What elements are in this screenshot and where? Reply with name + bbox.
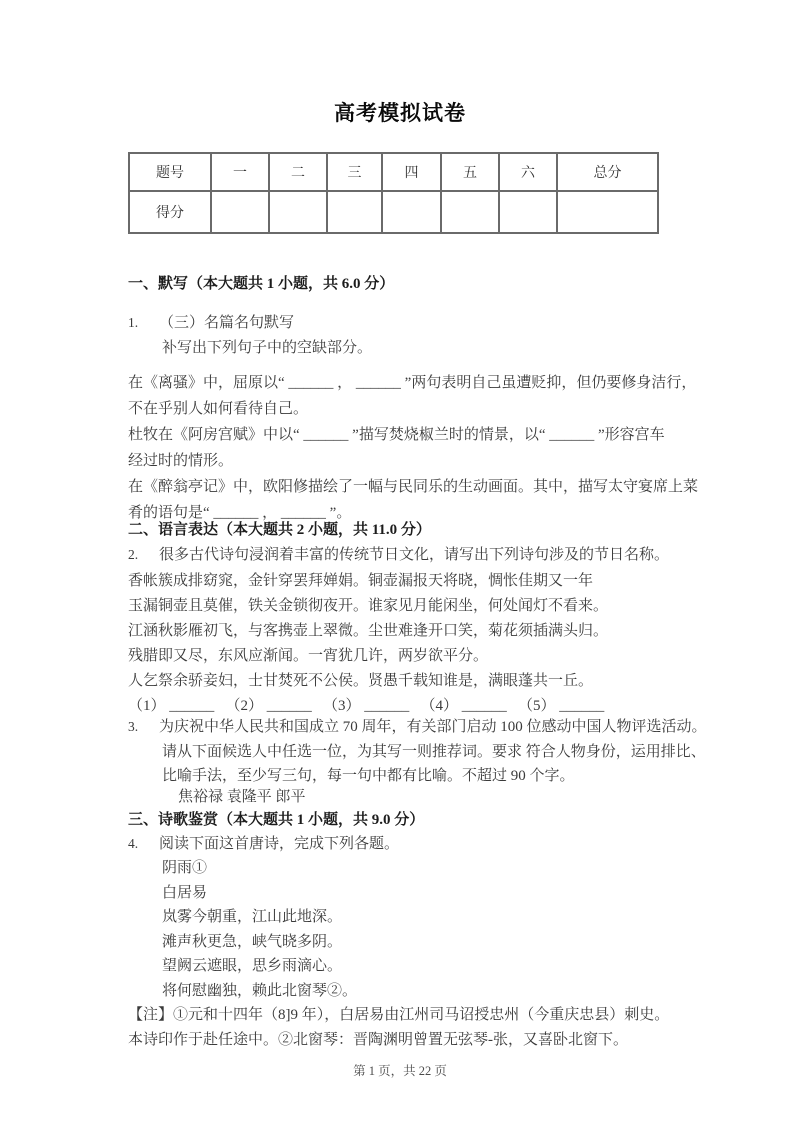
question-2-number: 2. xyxy=(128,547,139,562)
question-1 xyxy=(128,312,672,334)
exam-text-line: 杜牧在《阿房宫赋》中以“ ______ ”描写焚烧椒兰时的情景，以“ ______ ”形容宫车 xyxy=(128,427,665,443)
exam-text-line: 在《醉翁亭记》中，欧阳修描绘了一幅与民同乐的生动画面。其中，描写太守宴席上菜 xyxy=(128,479,699,495)
score-table-header-cell: 六 xyxy=(499,153,557,191)
poem-quote-line: 玉漏铜壶且莫催，铁关金锁彻夜开。谁家见月能闲坐，何处闻灯不看来。 xyxy=(128,598,609,614)
poem-line: 将何慰幽独，赖此北窗琴②。 xyxy=(162,982,358,999)
score-cell xyxy=(441,191,499,233)
score-table-header-cell: 总分 xyxy=(557,153,658,191)
score-table-header-cell: 四 xyxy=(382,153,441,191)
question-1-body xyxy=(128,370,699,526)
score-table-header-cell: 三 xyxy=(327,153,382,191)
question-2-body xyxy=(128,569,672,719)
score-row-label: 得分 xyxy=(129,191,211,233)
question-2-title: 很多古代诗句浸润着丰富的传统节日文化，请写出下列诗句涉及的节日名称。 xyxy=(159,547,670,563)
poem-quote-line: 江涵秋影雁初飞，与客携壶上翠微。尘世难逢开口笑，菊花须插满头归。 xyxy=(128,623,609,639)
score-cell xyxy=(382,191,441,233)
page-title: 高考模拟试卷 xyxy=(334,101,466,125)
poem xyxy=(162,856,672,1003)
score-cell xyxy=(557,191,658,233)
poem-quote-line: 残腊即又尽，东风应渐闻。一宵犹几许，两岁欲平分。 xyxy=(128,648,489,664)
poem-line: 滩声秋更急，峡气晓多阴。 xyxy=(162,933,343,950)
question-3-body xyxy=(162,740,706,788)
score-table-header-cell: 二 xyxy=(269,153,327,191)
poem-author: 白居易 xyxy=(162,884,208,901)
question-4-title: 阅读下面这首唐诗，完成下列各题。 xyxy=(159,836,400,852)
score-table-header-row xyxy=(129,153,658,191)
poem-quote-line: 香帐簇成排窈窕，金针穿罢拜婵娟。铜壶漏报天将晓，惆怅佳期又一年 xyxy=(128,573,594,589)
exam-text-line: 请从下面候选人中任选一位，为其写一则推荐词。要求 符合人物身份，运用排比、 xyxy=(162,744,706,760)
score-table xyxy=(128,152,659,234)
question-4 xyxy=(128,833,672,855)
question-3 xyxy=(128,716,707,738)
question-3-number: 3. xyxy=(128,719,139,734)
answer-blanks-line: （1） ______ （2） ______ （3） ______ （4） ______ （5） ______ xyxy=(128,698,605,714)
page-footer: 第 1 页，共 22 页 xyxy=(353,1064,447,1078)
question-1-title: （三）名篇名句默写 xyxy=(159,315,295,331)
section-3-heading: 三、诗歌鉴赏（本大题共 1 小题，共 9.0 分） xyxy=(128,812,425,828)
exam-text-line: 肴的语句是“ ______ ， ______ ”。 xyxy=(128,505,352,521)
score-table-score-row xyxy=(129,191,658,233)
section-2-heading: 二、语言表达（本大题共 2 小题，共 11.0 分） xyxy=(128,522,431,538)
poem-quote-line: 人乞祭余骄妾妇，士甘焚死不公侯。贤愚千载知谁是，满眼蓬共一丘。 xyxy=(128,673,594,689)
score-table-header-cell: 一 xyxy=(211,153,269,191)
note-line: 【注】①元和十四年（8]9 年），白居易由江州司马诏授忠州（今重庆忠县）刺史。 xyxy=(128,1007,670,1023)
poem-line: 望阙云遮眼，思乡雨滴心。 xyxy=(162,958,343,974)
question-4-number: 4. xyxy=(128,836,139,851)
score-cell xyxy=(499,191,557,233)
question-2 xyxy=(128,544,672,566)
exam-text-line: 在《离骚》中，屈原以“ ______ ， ______ ”两句表明自己虽遭贬抑，但仍要修身洁行， xyxy=(128,375,697,391)
section-1-heading: 一、默写（本大题共 1 小题，共 6.0 分） xyxy=(128,276,395,292)
score-table-header-cell: 五 xyxy=(441,153,499,191)
exam-text-line: 比喻手法，至少写三句，每一句中都有比喻。不超过 90 个字。 xyxy=(162,768,575,784)
poem-line: 岚雾今朝重，江山此地深。 xyxy=(162,909,343,925)
exam-text-line: 经过时的情形。 xyxy=(128,453,234,469)
score-cell xyxy=(211,191,269,233)
question-3-title: 为庆祝中华人民共和国成立 70 周年，有关部门启动 100 位感动中国人物评选活动。 xyxy=(159,719,707,735)
poem-title: 阴雨① xyxy=(162,860,208,876)
poem-note xyxy=(128,1003,672,1053)
question-1-subtitle: 补写出下列句子中的空缺部分。 xyxy=(162,340,373,356)
score-cell xyxy=(327,191,382,233)
note-line: 本诗印作于赴任途中。②北窗琴：晋陶渊明曾置无弦琴-张，又喜卧北窗下。 xyxy=(128,1032,628,1048)
question-1-number: 1. xyxy=(128,315,139,330)
score-cell xyxy=(269,191,327,233)
candidate-names: 焦裕禄 袁隆平 郎平 xyxy=(178,789,306,805)
score-table-header-cell: 题号 xyxy=(129,153,211,191)
exam-text-line: 不在乎别人如何看待自己。 xyxy=(128,401,309,417)
